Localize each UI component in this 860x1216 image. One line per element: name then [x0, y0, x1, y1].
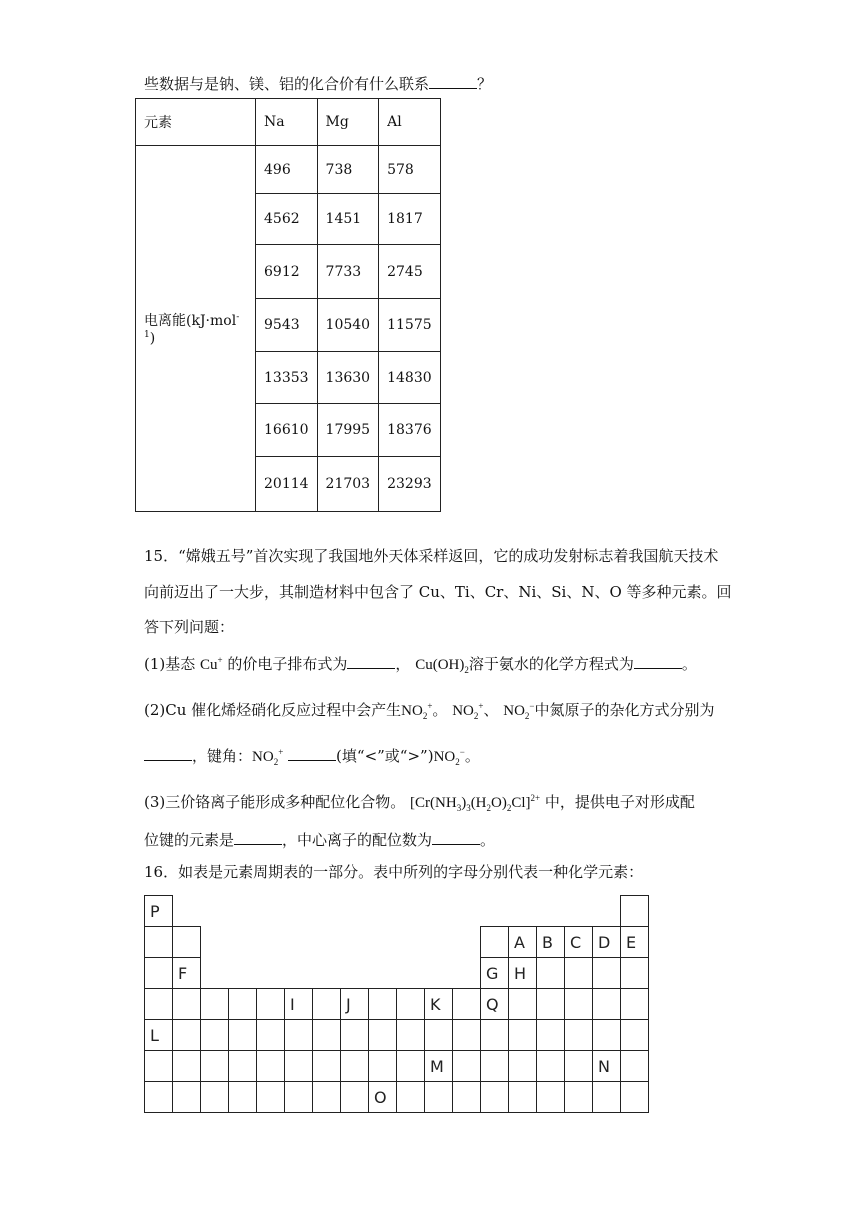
q15-p3-text: (3)三价铬离子能形成多种配位化合物。 — [144, 793, 406, 811]
element-cell — [621, 1051, 649, 1082]
header-al: Al — [379, 99, 441, 146]
element-cell — [173, 1051, 201, 1082]
q15-p3-text2: 中，提供电子对形成配 — [544, 793, 695, 811]
table-cell: 16610 — [256, 404, 318, 457]
no2-plus-formula: $NO_2^+$ — [401, 701, 433, 721]
q15-line1: 15．“嫦娥五号”首次实现了我国地外天体采样返回，它的成功发射标志着我国航天技术 — [144, 547, 719, 565]
element-cell — [397, 1051, 425, 1082]
empty-space — [285, 896, 313, 927]
element-cell-e: E — [621, 927, 649, 958]
element-cell — [481, 1051, 509, 1082]
element-cell — [509, 1082, 537, 1113]
element-cell — [341, 1051, 369, 1082]
element-cell — [397, 1082, 425, 1113]
empty-space — [397, 927, 425, 958]
table-cell: 4562 — [256, 194, 318, 245]
empty-space — [481, 896, 509, 927]
empty-space — [341, 927, 369, 958]
element-cell — [173, 989, 201, 1020]
cu-ion-formula: Cu+ — [200, 655, 223, 673]
element-cell-p: P — [145, 896, 173, 927]
element-cell — [173, 927, 201, 958]
empty-space — [257, 896, 285, 927]
table-cell: 13353 — [256, 352, 318, 404]
periodic-row — [145, 896, 649, 927]
element-cell — [537, 1082, 565, 1113]
element-cell — [453, 1082, 481, 1113]
element-cell — [593, 989, 621, 1020]
element-cell-c: C — [565, 927, 593, 958]
empty-space — [229, 958, 257, 989]
header-mg: Mg — [317, 99, 379, 146]
q15-p1-text: 的价电子排布式为 — [227, 655, 348, 673]
periodic-row — [145, 1082, 649, 1113]
element-cell — [425, 1020, 453, 1051]
empty-space — [201, 958, 229, 989]
header-na: Na — [256, 99, 318, 146]
empty-space — [369, 896, 397, 927]
no2-minus-formula: $NO_2^-$ — [433, 747, 465, 767]
empty-space — [453, 958, 481, 989]
element-cell — [593, 958, 621, 989]
element-cell — [509, 1051, 537, 1082]
q15-fill-hint: (填“<”或“>”) — [336, 747, 434, 765]
element-cell — [565, 989, 593, 1020]
element-cell-l: L — [145, 1020, 173, 1051]
answer-blank[interactable] — [432, 830, 480, 845]
element-cell — [313, 1051, 341, 1082]
element-cell — [257, 1020, 285, 1051]
element-cell — [201, 1082, 229, 1113]
element-cell — [313, 989, 341, 1020]
empty-space — [453, 896, 481, 927]
element-cell — [481, 927, 509, 958]
element-cell — [453, 1051, 481, 1082]
table-cell: 10540 — [317, 299, 379, 352]
element-cell — [145, 989, 173, 1020]
element-cell — [313, 1020, 341, 1051]
q15-part3 — [144, 791, 695, 813]
answer-blank[interactable] — [634, 654, 682, 669]
element-cell — [453, 1020, 481, 1051]
element-cell — [621, 958, 649, 989]
element-cell — [257, 1051, 285, 1082]
element-cell — [565, 958, 593, 989]
periodic-row — [145, 1020, 649, 1051]
element-cell-b: B — [537, 927, 565, 958]
empty-space — [257, 927, 285, 958]
q15-part3b: 位键的元素是 ，中心离子的配位数为 。 — [144, 831, 496, 849]
table-row — [136, 146, 441, 194]
table-cell: 17995 — [317, 404, 379, 457]
table-cell: 496 — [256, 146, 318, 194]
element-cell — [509, 989, 537, 1020]
empty-space — [341, 896, 369, 927]
element-cell — [537, 1020, 565, 1051]
complex-ion-formula: $[Cr(NH_3)_3(H_2O)_2Cl]^{2+}$ — [410, 793, 541, 813]
element-cell — [173, 1020, 201, 1051]
answer-blank[interactable] — [347, 654, 395, 669]
element-cell — [229, 1020, 257, 1051]
element-cell — [229, 1051, 257, 1082]
q15-part1: (1)基态 Cu+ 的价电子排布式为 ， $Cu(OH)_2$溶于氨水的化学方程式为 。 — [144, 655, 697, 675]
cu-oh2-formula: $Cu(OH)_2$ — [415, 657, 469, 675]
intro-text: 些数据与是钠、镁、铝的化合价有什么联系 — [144, 75, 430, 93]
q15-p2-text2: 中氮原子的杂化方式分别为 — [534, 701, 715, 719]
element-cell — [621, 989, 649, 1020]
element-cell — [229, 1082, 257, 1113]
element-cell — [621, 1082, 649, 1113]
element-cell — [397, 989, 425, 1020]
element-cell-i: I — [285, 989, 313, 1020]
no2-plus-formula: $NO_2^+$ — [452, 701, 484, 721]
q16-text: 16．如表是元素周期表的一部分。表中所列的字母分别代表一种化学元素： — [144, 863, 644, 881]
element-cell — [369, 1051, 397, 1082]
element-cell-q: Q — [481, 989, 509, 1020]
table-cell: 23293 — [379, 457, 441, 512]
empty-space — [285, 958, 313, 989]
periodic-row — [145, 958, 649, 989]
table-cell: 13630 — [317, 352, 379, 404]
element-cell — [537, 958, 565, 989]
element-cell — [397, 1020, 425, 1051]
element-cell — [537, 989, 565, 1020]
intro-line — [144, 73, 492, 94]
table-cell: 9543 — [256, 299, 318, 352]
element-cell — [537, 1051, 565, 1082]
table-cell: 738 — [317, 146, 379, 194]
element-cell — [593, 1082, 621, 1113]
ionization-energy-label: 电离能(kJ·mol$^{-1}$) — [136, 146, 256, 512]
empty-space — [425, 927, 453, 958]
empty-space — [369, 958, 397, 989]
table-cell: 7733 — [317, 245, 379, 299]
element-cell — [593, 1020, 621, 1051]
answer-blank[interactable] — [234, 830, 282, 845]
table-cell: 578 — [379, 146, 441, 194]
periodic-row — [145, 927, 649, 958]
element-cell — [509, 1020, 537, 1051]
element-cell-g: G — [481, 958, 509, 989]
empty-space — [285, 927, 313, 958]
q15-line3: 答下列问题： — [144, 618, 235, 636]
element-cell-f: F — [173, 958, 201, 989]
empty-space — [593, 896, 621, 927]
element-cell — [145, 927, 173, 958]
q15-p1-label: (1)基态 — [144, 655, 196, 673]
element-cell-o: O — [369, 1082, 397, 1113]
element-cell — [145, 958, 173, 989]
empty-space — [397, 958, 425, 989]
element-cell — [341, 1020, 369, 1051]
table-cell: 21703 — [317, 457, 379, 512]
element-cell — [453, 989, 481, 1020]
periodic-row — [145, 989, 649, 1020]
table-cell: 20114 — [256, 457, 318, 512]
empty-space — [229, 927, 257, 958]
no2-plus-formula: $NO_2^+$ — [252, 747, 284, 767]
ionization-energy-table — [135, 98, 441, 512]
element-cell-a: A — [509, 927, 537, 958]
periodic-table — [144, 895, 649, 1113]
header-element: 元素 — [136, 99, 256, 146]
q15-line2: 向前迈出了一大步，其制造材料中包含了 Cu、Ti、Cr、Ni、Si、N、O 等多种元素。回 — [144, 583, 732, 601]
empty-space — [313, 958, 341, 989]
q15-p1-text2: 溶于氨水的化学方程式为 — [468, 655, 634, 673]
element-cell — [201, 1051, 229, 1082]
element-cell — [257, 1082, 285, 1113]
table-cell: 1451 — [317, 194, 379, 245]
element-cell-j: J — [341, 989, 369, 1020]
empty-space — [173, 896, 201, 927]
q15-part2: (2)Cu 催化烯烃硝化反应过程中会产生$NO_2^+$。 $NO_2^+$、 $NO_2^-$中氮原子的杂化方式分别为 — [144, 701, 715, 721]
element-cell — [173, 1082, 201, 1113]
element-cell — [565, 1082, 593, 1113]
element-cell — [369, 989, 397, 1020]
element-cell — [229, 989, 257, 1020]
table-cell: 11575 — [379, 299, 441, 352]
empty-space — [537, 896, 565, 927]
empty-space — [257, 958, 285, 989]
element-cell — [285, 1020, 313, 1051]
empty-space — [565, 896, 593, 927]
element-cell-m: M — [425, 1051, 453, 1082]
q15-part2b: ，键角：$NO_2^+$ (填“<”或“$>”)NO_2^-$。 — [144, 745, 480, 767]
intro-end: ？ — [477, 75, 493, 93]
answer-blank[interactable] — [429, 74, 477, 89]
no2-minus-formula: $NO_2^-$ — [503, 701, 535, 721]
table-cell: 14830 — [379, 352, 441, 404]
q15-p2-text: (2)Cu 催化烯烃硝化反应过程中会产生 — [144, 701, 402, 719]
empty-space — [425, 958, 453, 989]
element-cell — [481, 1020, 509, 1051]
empty-space — [453, 927, 481, 958]
element-cell — [145, 1051, 173, 1082]
element-cell-d: D — [593, 927, 621, 958]
element-cell — [481, 1082, 509, 1113]
element-cell — [341, 1082, 369, 1113]
empty-space — [313, 927, 341, 958]
empty-space — [369, 927, 397, 958]
periodic-row — [145, 1051, 649, 1082]
table-cell: 18376 — [379, 404, 441, 457]
table-header-row — [136, 99, 441, 146]
element-cell — [201, 989, 229, 1020]
answer-blank[interactable] — [144, 746, 192, 761]
element-cell — [369, 1020, 397, 1051]
element-cell — [565, 1020, 593, 1051]
empty-space — [397, 896, 425, 927]
empty-space — [313, 896, 341, 927]
table-cell: 2745 — [379, 245, 441, 299]
answer-blank[interactable] — [288, 746, 336, 761]
empty-space — [201, 896, 229, 927]
element-cell — [201, 1020, 229, 1051]
table-cell: 1817 — [379, 194, 441, 245]
element-cell — [621, 1020, 649, 1051]
empty-space — [425, 896, 453, 927]
element-cell — [313, 1082, 341, 1113]
empty-space — [509, 896, 537, 927]
empty-space — [201, 927, 229, 958]
empty-space — [341, 958, 369, 989]
element-cell — [257, 989, 285, 1020]
element-cell-n: N — [593, 1051, 621, 1082]
element-cell — [285, 1051, 313, 1082]
element-cell — [565, 1051, 593, 1082]
table-cell: 6912 — [256, 245, 318, 299]
empty-space — [229, 896, 257, 927]
element-cell — [285, 1082, 313, 1113]
element-cell — [145, 1082, 173, 1113]
element-cell — [425, 1082, 453, 1113]
element-cell — [621, 896, 649, 927]
element-cell-h: H — [509, 958, 537, 989]
element-cell-k: K — [425, 989, 453, 1020]
